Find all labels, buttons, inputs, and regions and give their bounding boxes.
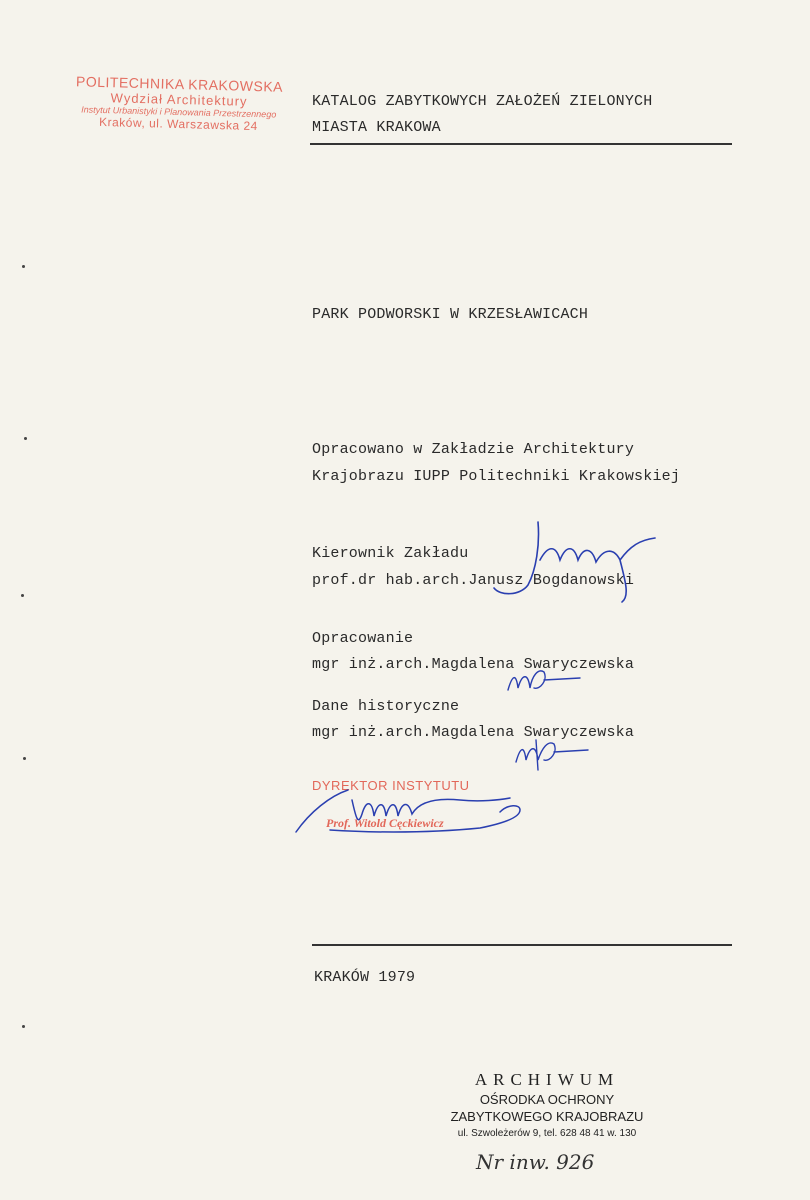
elaboration-name: mgr inż.arch.Magdalena Swaryczewska (312, 656, 635, 673)
history-label: Dane historyczne (312, 698, 460, 715)
history-name: mgr inż.arch.Magdalena Swaryczewska (312, 724, 635, 741)
director-stamp (312, 778, 532, 830)
margin-mark (22, 265, 25, 268)
footer-rule (312, 944, 732, 946)
inventory-note: Nr inw. 926 (476, 1150, 595, 1174)
signature-history (516, 740, 588, 770)
archive-stamp-line: ARCHIWUM (474, 1070, 620, 1089)
archive-stamp-line: ul. Szwoleżerów 9, tel. 628 48 41 w. 130 (457, 1128, 637, 1139)
stamp-line: Wydział Architektury (110, 90, 248, 109)
prepared-line2: Krajobrazu IUPP Politechniki Krakowskiej (312, 468, 681, 485)
stamp-line: POLITECHNIKA KRAKOWSKA (75, 73, 284, 95)
director-stamp-name: Prof. Witold Cęckiewicz (326, 816, 444, 830)
head-name: prof.dr hab.arch.Janusz Bogdanowski (312, 572, 635, 589)
margin-mark (23, 757, 26, 760)
archive-stamp-line: ZABYTKOWEGO KRAJOBRAZU (450, 1109, 644, 1124)
header-rule (310, 143, 732, 145)
margin-mark (22, 1025, 25, 1028)
place-date: KRAKÓW 1979 (314, 969, 416, 986)
catalog-title-line1: KATALOG ZABYTKOWYCH ZAŁOŻEŃ ZIELONYCH (312, 93, 653, 110)
archive-stamp (442, 1070, 652, 1139)
signature-head (494, 522, 655, 602)
archive-stamp-line: OŚRODKA OCHRONY (479, 1092, 615, 1107)
catalog-title-line2: MIASTA KRAKOWA (312, 119, 441, 136)
margin-mark (24, 437, 27, 440)
stamp-line: Instytut Urbanistyki i Planowania Przestrzennego (81, 104, 277, 120)
prepared-line1: Opracowano w Zakładzie Architektury (312, 441, 635, 458)
head-label: Kierownik Zakładu (312, 545, 469, 562)
document-title: PARK PODWORSKI W KRZESŁAWICACH (312, 306, 589, 323)
signature-elaboration (508, 671, 580, 690)
elaboration-label: Opracowanie (312, 630, 414, 647)
stamp-line: Kraków, ul. Warszawska 24 (98, 114, 259, 134)
faculty-stamp (65, 73, 292, 134)
margin-mark (21, 594, 24, 597)
director-stamp-title: DYREKTOR INSTYTUTU (312, 778, 470, 793)
